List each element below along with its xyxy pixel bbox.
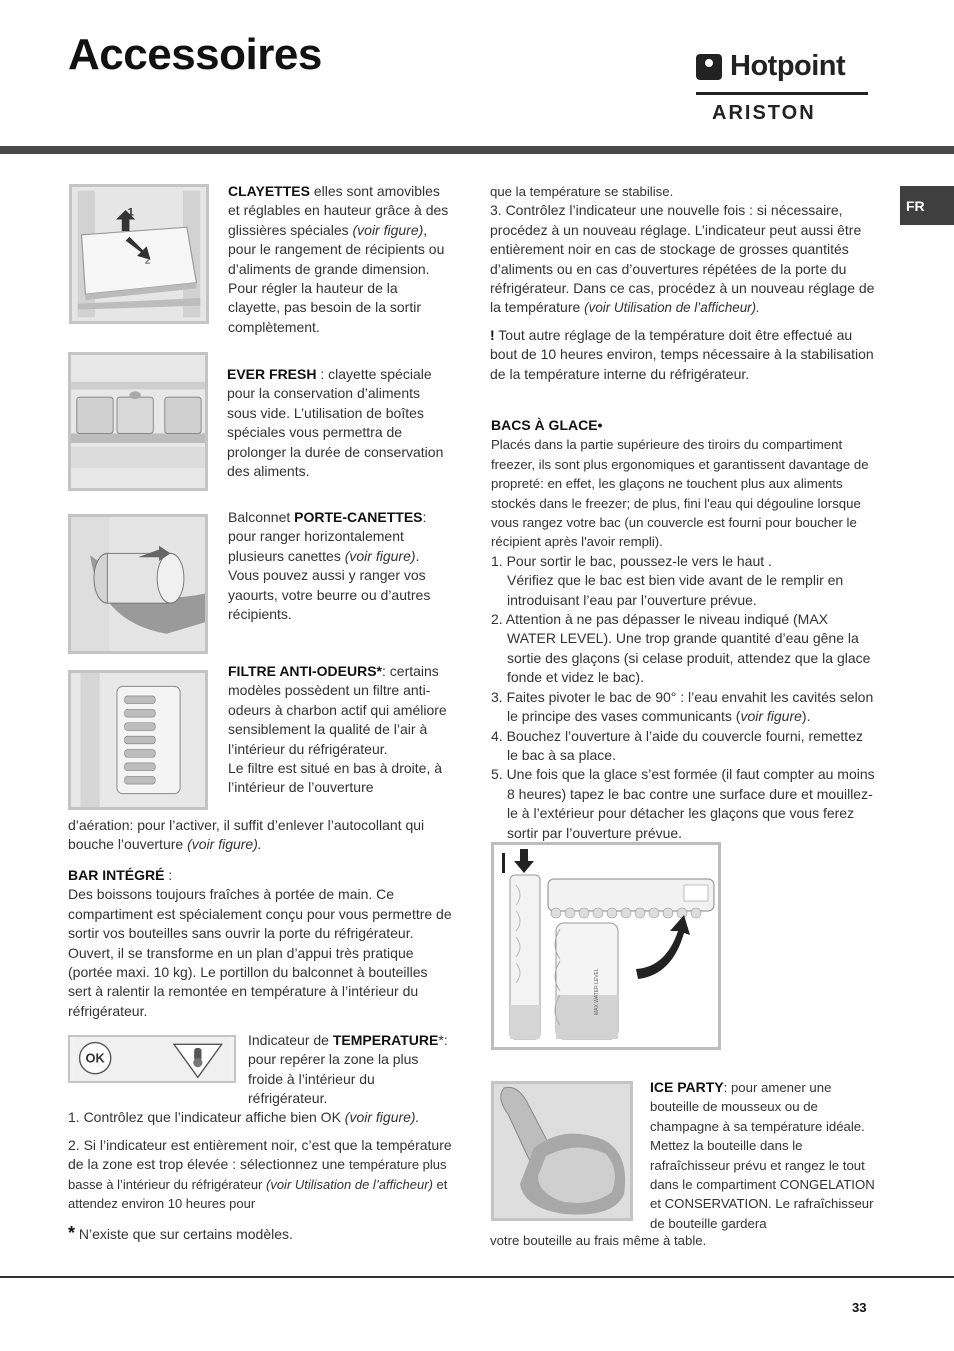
can-holder-ref: (voir figure) (344, 547, 416, 564)
warning-icon: ! (490, 327, 495, 343)
ice-step-2: 2. Attention à ne pas dépasser le niveau indiqué (MAX WATER LEVEL). Une trop grande quantité d’eau gêne la sortie des glaçons (si celase produit, attendez que la glace fonde et videz le bac). (491, 611, 871, 686)
filter-ref: (voir figure). (187, 836, 262, 853)
indicator-step2-ref: (voir Utilisation de l’afficheur) (266, 1176, 433, 1192)
can-holder-body2: . Vous pouvez aussi y ranger vos yaourts, votre beurre ou d’autres récipients. (228, 547, 431, 623)
ever-fresh-text (227, 365, 449, 481)
clayettes-title: CLAYETTES (228, 183, 310, 199)
indicator-step2-end: et attendez environ 10 heures pour (68, 1176, 448, 1212)
shelf-illustration (72, 187, 206, 321)
max-water-level-label: MAX WATER LEVEL (594, 968, 600, 1015)
shelf-figure (69, 184, 209, 324)
indicator-step2 (68, 1136, 452, 1214)
filter-body: : certains modèles possèdent un filtre anti-odeurs à charbon actif qui améliore sensiblement la qualité de l’air à l’intérieur du réfrigérateur. (228, 663, 447, 757)
can-holder-title: PORTE-CANETTES (294, 509, 423, 525)
ice-tray-illustration (494, 845, 718, 1047)
ice-tray-figure (491, 842, 721, 1050)
bar-text (68, 866, 452, 1021)
filter-illustration (71, 673, 205, 807)
indicator-pre: Indicateur de (248, 1032, 333, 1048)
ice-trays-title: BACS À GLACE• (491, 417, 603, 433)
footnote (68, 1224, 452, 1244)
indicator-step1-text: 1. Contrôlez que l’indicateur affiche bien OK (68, 1109, 345, 1125)
bar-body: Des boissons toujours fraîches à portée de main. Ce compartiment est spécialement conçu pour vous permettre de sortir vos bouteilles sans ouvrir la porte du réfrigérateur. Ouvert, il se transforme en un plan d’appui très pratique (portée maxi. 10 kg). Le portillon du balconnet à bouteilles sert à ralentir la remontée en température à l’intérieur du réfrigérateur. (68, 886, 452, 1019)
ice-party-text (650, 1078, 878, 1233)
ice-step-1: 1. Pour sortir le bac, poussez-le vers le haut . (491, 552, 772, 569)
warning-text: Tout autre réglage de la température doit être effectué au bout de 10 heures environ, temps nécessaire à la stabilisation de la température interne du réfrigérateur. (490, 327, 874, 382)
clayettes-body2: , pour le rangement de récipients ou d’aliments de grande dimension. Pour régler la hauteur de la clayette, pas besoin de la sortir complètement. (228, 221, 445, 335)
can-holder-text (228, 508, 450, 624)
brand-logo (694, 50, 870, 126)
temperature-indicator-figure (68, 1035, 236, 1083)
ice-step-3-ref: voir figure (740, 708, 802, 725)
indicator-body: *: pour repérer la zone la plus froide à l’intérieur du réfrigérateur. (248, 1032, 448, 1107)
step3-text: 3. Contrôlez l’indicateur une nouvelle fois : si nécessaire, procédez à un nouveau réglage. L’indicateur peut aussi être entièrement noir en cas de stockage de grosses quantités d’aliments ou en cas d’ouvertures répétées de la porte du réfrigérateur. Dans ce cas, procédez à un nouveau réglage de la température (490, 202, 875, 316)
right-continuation (490, 182, 875, 318)
filter-body2: Le filtre est situé en bas à droite, à l’intérieur de l’ouverture (228, 760, 443, 796)
ice-step-1-note: Vérifiez que le bac est bien vide avant de le remplir en introduisant l’eau par l’ouverture prévue. (507, 572, 844, 608)
header-bar (0, 146, 954, 154)
indicator-ok-label: OK (85, 1050, 105, 1066)
warning-note (490, 326, 875, 384)
continuation-text: que la température se stabilise. (490, 184, 674, 199)
bar-title: BAR INTÉGRÉ (68, 867, 165, 883)
filter-figure (68, 670, 208, 810)
ever-fresh-title: EVER FRESH (227, 366, 317, 382)
ice-party-body: : pour amener une bouteille de mousseux ou de champagne à sa température idéale. Mettez la bouteille dans le rafraîchisseur prévu et rangez le tout dans le compartiment CONGELATION et CONSERVATION. Le rafraîchisseur de bouteille gardera (650, 1080, 875, 1231)
ice-party-illustration (494, 1084, 630, 1218)
ice-step-4: 4. Bouchez l’ouverture à l’aide du couvercle fourni, remettez le bac à sa place. (491, 727, 863, 763)
footer-rule (0, 1276, 954, 1278)
indicator-step2-small: température plus basse à l’intérieur du réfrigérateur (68, 1157, 447, 1192)
ice-party-figure (491, 1081, 633, 1221)
clayettes-body: elles sont amovibles et réglables en hauteur grâce à des glissières spéciales (228, 183, 449, 238)
filter-text-cont (68, 816, 452, 855)
ice-trays-intro: Placés dans la partie supérieure des tiroirs du compartiment freezer, ils sont plus ergonomiques et garantissent davantage de propreté: en effet, les glaçons ne touchent plus aux aliments stockés dans le freezer; de plus, fini l'eau qui dégouline lorsque vous rangez votre bac (un couvercle est fourni pour boucher le récipient après l'avoir rempli). (491, 437, 869, 550)
footnote-star: * (68, 1223, 76, 1243)
indicator-title: TEMPERATURE (332, 1032, 439, 1048)
ice-trays-steps (491, 552, 875, 843)
indicator-step1 (68, 1108, 452, 1127)
ice-trays-text (491, 416, 875, 843)
indicator-illustration (70, 1037, 234, 1081)
filter-body3: d’aération: pour l’activer, il suffit d’enlever l’autocollant qui bouche l’ouverture (68, 817, 425, 853)
indicator-step2-text: 2. Si l’indicateur est entièrement noir, c’est que la température de la zone est trop élevée : sélectionnez une (68, 1137, 452, 1173)
footnote-text: N’existe que sur certains modèles. (75, 1226, 293, 1242)
filter-text (228, 662, 450, 798)
language-label: FR (906, 198, 925, 214)
shelf-label-1: 1 (127, 206, 134, 219)
can-holder-illustration (71, 517, 205, 651)
ice-party-text-cont (490, 1231, 880, 1250)
clayettes-text (228, 182, 450, 337)
brand-name: Hotpoint (730, 50, 846, 82)
language-tab (900, 186, 954, 225)
page-number: 33 (852, 1300, 867, 1315)
page-title: Accessoires (68, 30, 322, 79)
ice-step-3 (491, 688, 875, 727)
can-holder-body: : pour ranger horizontalement plusieurs canettes (228, 509, 427, 564)
indicator-text (248, 1031, 452, 1109)
logo-divider (696, 92, 868, 95)
ever-fresh-body: : clayette spéciale pour la conservation d’aliments sous vide. L’utilisation de boîtes spéciales vous permettra de prolonger la durée de conservation des aliments. (227, 366, 444, 480)
step3-ref: (voir Utilisation de l’afficheur). (584, 300, 760, 316)
can-holder-pre: Balconnet (228, 509, 295, 525)
can-holder-figure (68, 514, 208, 654)
ice-party-title: ICE PARTY (650, 1079, 724, 1095)
ice-step-5: 5. Une fois que la glace s’est formée (il faut compter au moins 8 heures) tapez le bac contre une surface dure et mouillez-le à l’extérieur pour détacher les glaçons que vous ferez sortir par l’ouverture prévue. (491, 766, 875, 841)
ever-fresh-figure (68, 352, 208, 491)
indicator-step1-ref: (voir figure). (344, 1109, 420, 1125)
bar-sep: : (164, 867, 173, 883)
ice-step-3-end: ). (801, 708, 811, 725)
ice-step-3-text: 3. Faites pivoter le bac de 90° : l’eau envahit les cavités selon le principe des vases communicants ( (491, 688, 874, 725)
brand-sub: ARISTON (712, 102, 816, 124)
clayettes-ref: (voir figure) (352, 221, 424, 238)
filter-title: FILTRE ANTI-ODEURS* (228, 663, 382, 679)
ever-fresh-illustration (71, 355, 205, 488)
ice-party-body2: votre bouteille au frais même à table. (490, 1233, 707, 1248)
hotpoint-logo-icon (696, 54, 722, 80)
shelf-label-2: 2 (144, 254, 151, 267)
